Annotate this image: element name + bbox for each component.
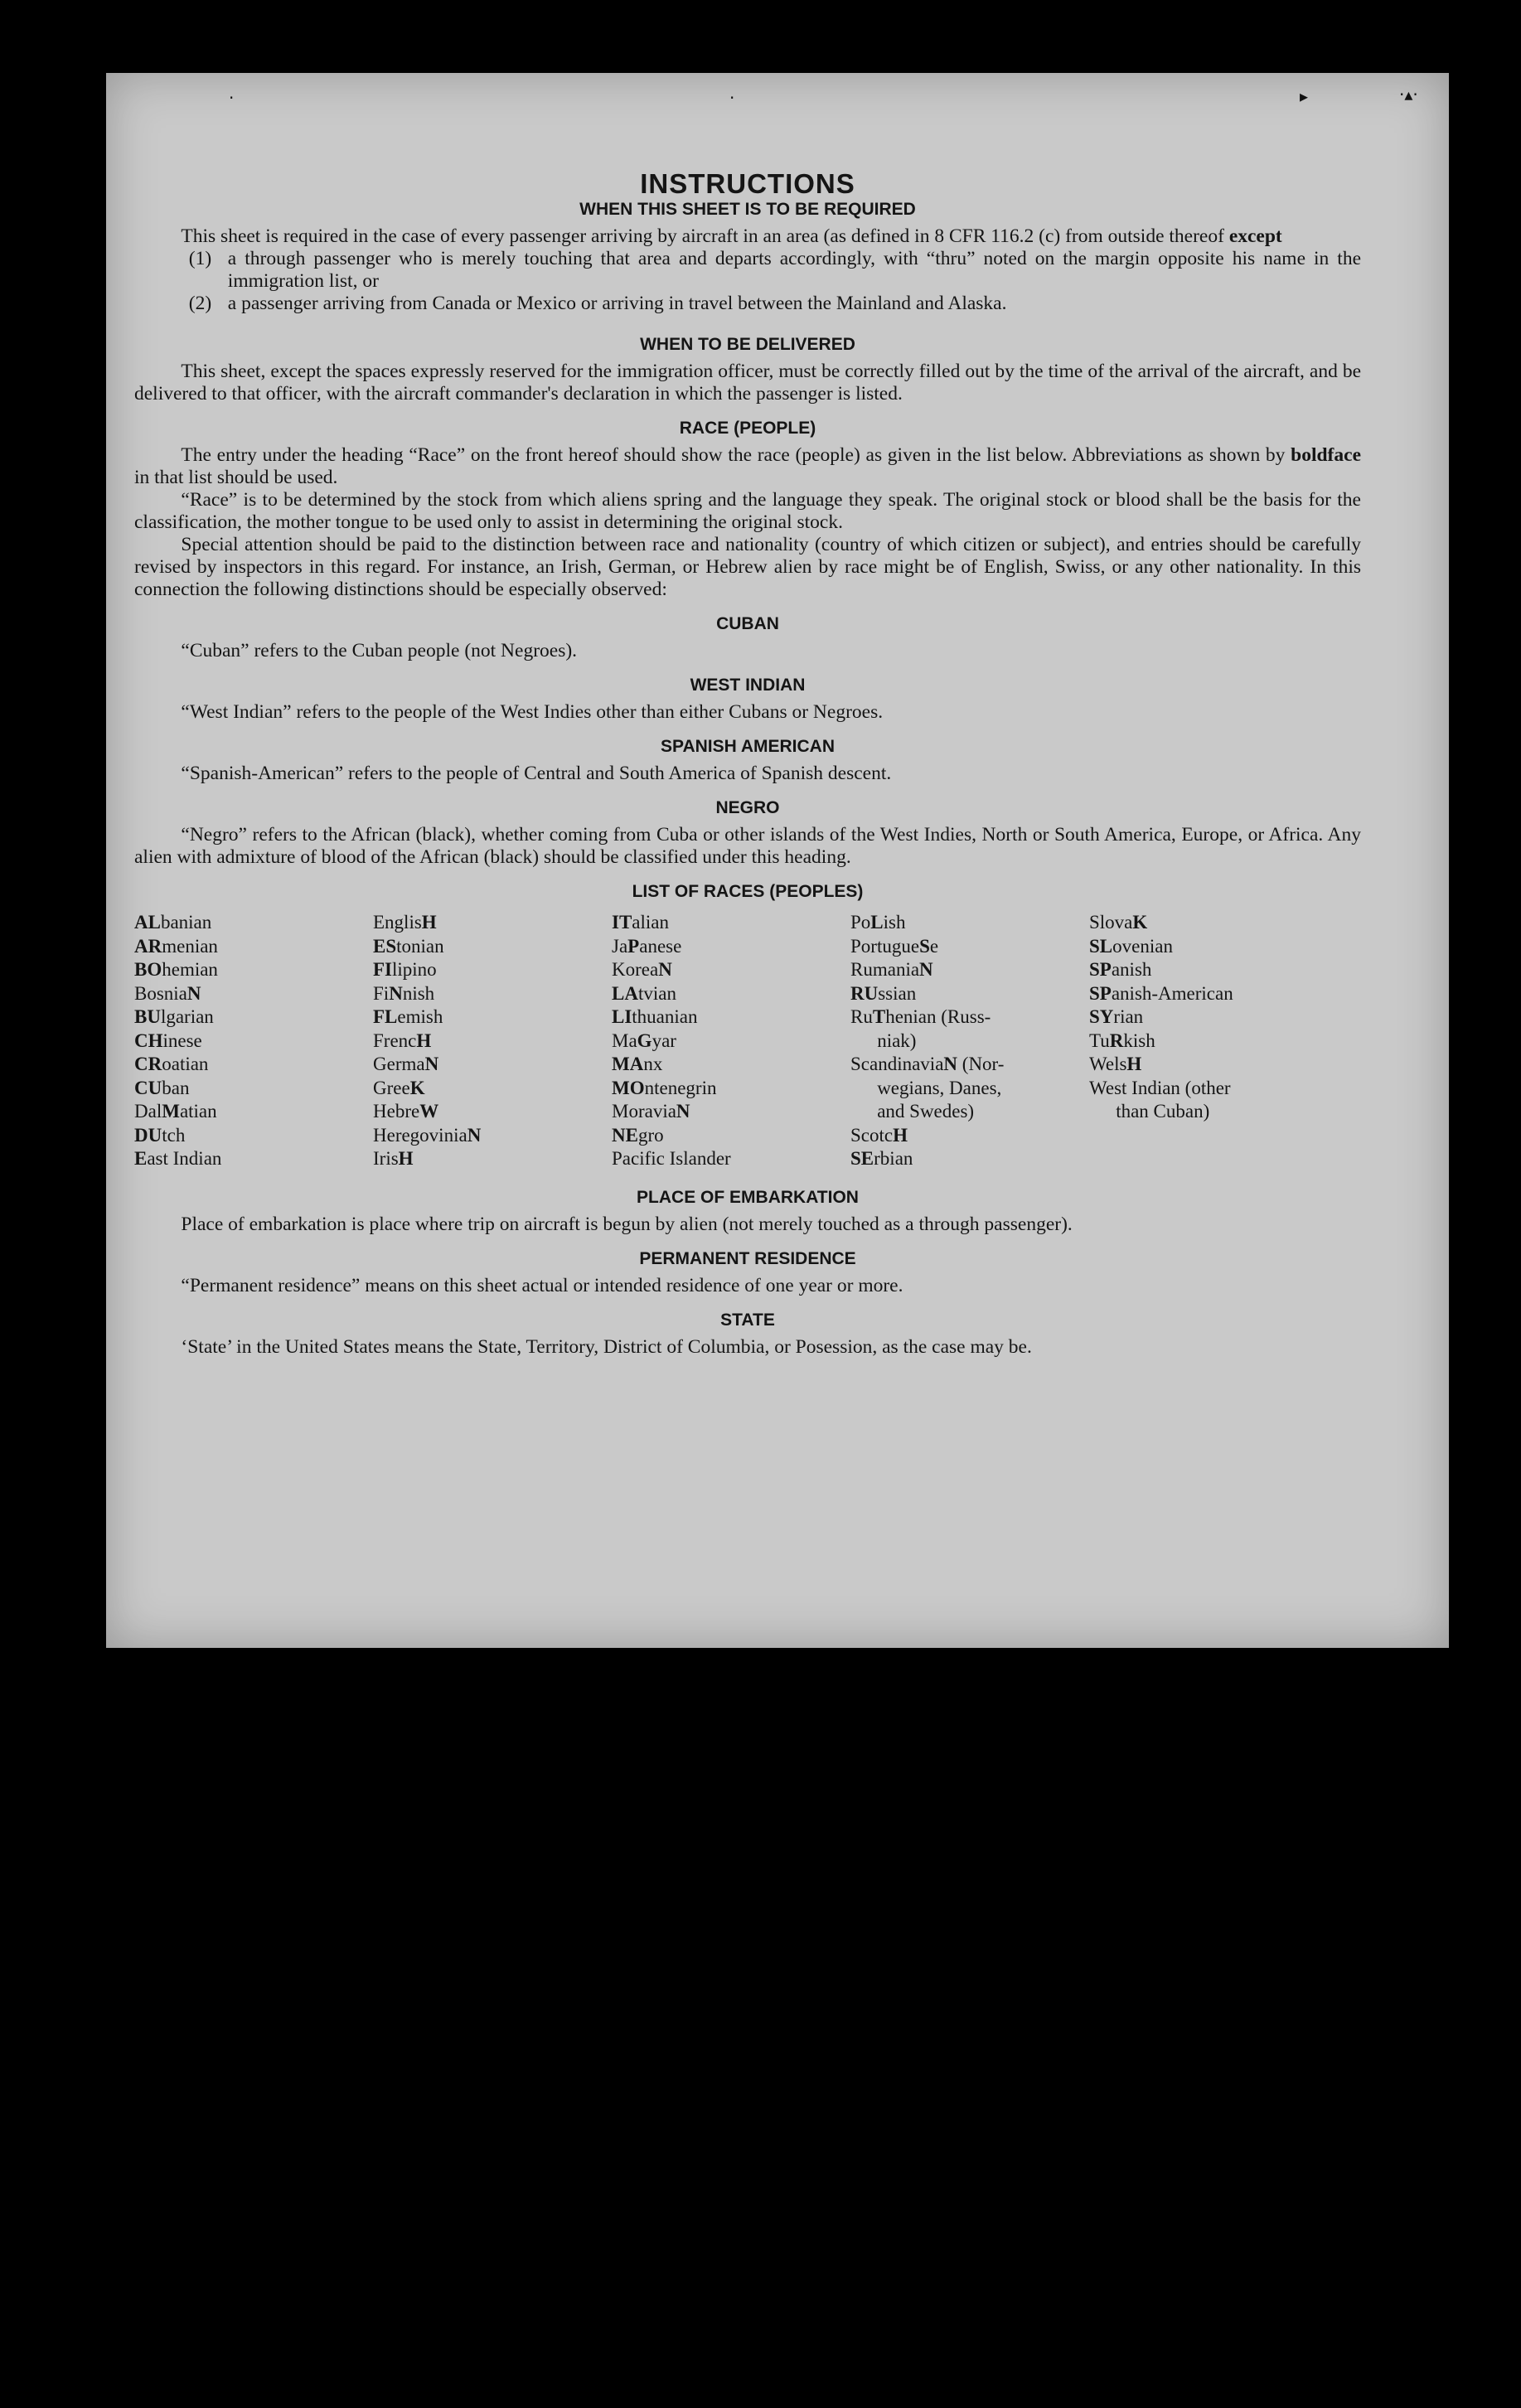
race-abbrev: AL bbox=[134, 912, 161, 933]
races-column-4 bbox=[850, 911, 1089, 1171]
race-abbrev: ES bbox=[373, 935, 397, 957]
race-entry bbox=[850, 1005, 1089, 1030]
race-abbrev: BU bbox=[134, 1006, 161, 1027]
race-text: alian bbox=[632, 912, 669, 933]
race-entry bbox=[850, 911, 1089, 935]
race-text: Rumania bbox=[850, 959, 920, 980]
scan-mark: ·▴· bbox=[1399, 85, 1418, 104]
race-text: Po bbox=[850, 912, 871, 933]
race-text: Slova bbox=[1089, 912, 1133, 933]
race-text: kish bbox=[1123, 1030, 1155, 1051]
race-abbrev: K bbox=[409, 1077, 425, 1098]
race-text: tvian bbox=[637, 982, 676, 1004]
race-text: West Indian (other bbox=[1089, 1077, 1231, 1098]
race-abbrev: SE bbox=[850, 1148, 874, 1169]
race-entry bbox=[134, 1124, 373, 1148]
race-text: hemian bbox=[162, 959, 218, 980]
race-text: Gree bbox=[373, 1077, 410, 1098]
race-entry bbox=[1089, 1077, 1328, 1101]
race-entry bbox=[134, 958, 373, 982]
race-entry bbox=[612, 1030, 850, 1054]
race-text: Scotc bbox=[850, 1124, 894, 1146]
race-entry bbox=[134, 935, 373, 959]
race-entry bbox=[612, 958, 850, 982]
race-entry bbox=[373, 935, 612, 959]
race-abbrev: N bbox=[424, 1054, 439, 1074]
race-entry bbox=[612, 911, 850, 935]
race-entry bbox=[373, 1147, 612, 1171]
race-entry bbox=[134, 1077, 373, 1101]
race-text: atian bbox=[179, 1101, 217, 1122]
race-entry-continued: than Cuban) bbox=[1116, 1101, 1210, 1122]
section-heading-state: STATE bbox=[720, 1310, 775, 1330]
item-number: (1) bbox=[188, 248, 212, 269]
section-heading-west-indian: WEST INDIAN bbox=[690, 676, 806, 695]
race-entry bbox=[612, 1005, 850, 1030]
race-abbrev: G bbox=[637, 1030, 652, 1051]
section-heading-required: WHEN THIS SHEET IS TO BE REQUIRED bbox=[579, 200, 916, 219]
race-entry bbox=[850, 958, 1089, 982]
race-abbrev: T bbox=[872, 1006, 886, 1027]
race-entry-continued: and Swedes) bbox=[877, 1101, 975, 1122]
race-entry-continued: wegians, Danes, bbox=[877, 1077, 1002, 1098]
race-text: lipino bbox=[392, 959, 437, 980]
race-text: Tu bbox=[1089, 1030, 1110, 1051]
scan-mark: ▸ bbox=[1300, 86, 1309, 106]
item-text: a passenger arriving from Canada or Mexico or arriving in travel between the Mainland and Alaska. bbox=[227, 293, 1007, 314]
race-entry bbox=[1089, 1030, 1328, 1054]
section-heading-embarkation: PLACE OF EMBARKATION bbox=[637, 1187, 859, 1207]
race-abbrev: R bbox=[1109, 1030, 1124, 1051]
race-text: Scandinavia bbox=[850, 1054, 944, 1074]
item-number: (2) bbox=[188, 293, 212, 314]
required-intro-except: except bbox=[1228, 225, 1282, 247]
race-entry bbox=[612, 1147, 850, 1171]
race-abbrev: N bbox=[389, 982, 403, 1004]
race-abbrev: N bbox=[676, 1101, 690, 1122]
race-abbrev: SL bbox=[1089, 935, 1113, 957]
race-abbrev: S bbox=[919, 935, 930, 957]
race-abbrev: SP bbox=[1089, 959, 1112, 980]
residence-text: “Permanent residence” means on this sheet actual or intended residence of one year or more. bbox=[181, 1274, 903, 1296]
cuban-text: “Cuban” refers to the Cuban people (not Negroes). bbox=[181, 640, 578, 661]
race-entry bbox=[373, 1005, 612, 1030]
race-entry bbox=[1089, 958, 1328, 982]
race-abbrev: W bbox=[419, 1101, 439, 1122]
race-text: anish-American bbox=[1111, 982, 1233, 1004]
race-text: thuanian bbox=[632, 1006, 698, 1027]
race-abbrev: N bbox=[943, 1054, 958, 1074]
races-list bbox=[134, 911, 1361, 1171]
negro-text: “Negro” refers to the African (black), whether coming from Cuba or other islands of the West Indies, North or South America, Europe, or Africa. Any alien with admixture of blood of the African (black) should be classified under this heading. bbox=[134, 824, 1361, 868]
race-entry bbox=[612, 1124, 850, 1148]
race-abbrev: SP bbox=[1089, 982, 1112, 1004]
race-text: Heregovinia bbox=[373, 1124, 467, 1146]
race-text: ast Indian bbox=[147, 1148, 222, 1169]
race-text: Moravia bbox=[612, 1101, 676, 1122]
race-text: emish bbox=[397, 1006, 443, 1027]
race-text: tonian bbox=[396, 935, 444, 957]
race-entry bbox=[373, 1124, 612, 1148]
race-abbrev: FI bbox=[373, 959, 392, 980]
race-entry bbox=[373, 1053, 612, 1077]
race-text: gro bbox=[637, 1124, 664, 1146]
race-text: Portugue bbox=[850, 935, 920, 957]
page-title: INSTRUCTIONS bbox=[640, 168, 855, 199]
race-entry bbox=[373, 982, 612, 1006]
race-entry bbox=[1089, 1005, 1328, 1030]
race-text: inese bbox=[162, 1030, 202, 1051]
race-text: Ru bbox=[850, 1006, 873, 1027]
race-abbrev: M bbox=[162, 1101, 180, 1122]
race-abbrev: DU bbox=[134, 1124, 162, 1146]
race-text: ban bbox=[162, 1077, 190, 1098]
race-entry bbox=[612, 1053, 850, 1077]
race-text: Hebre bbox=[373, 1101, 420, 1122]
race-entry bbox=[373, 911, 612, 935]
state-text: ‘State’ in the United States means the State, Territory, District of Columbia, or Posession, as the case may be. bbox=[181, 1335, 1032, 1358]
race-entry bbox=[134, 1005, 373, 1030]
race-text: ssian bbox=[878, 982, 917, 1004]
section-heading-cuban: CUBAN bbox=[716, 614, 779, 633]
race-abbrev: BO bbox=[134, 959, 162, 980]
race-abbrev: LA bbox=[612, 982, 638, 1004]
race-text: Ja bbox=[612, 935, 628, 957]
race-entry bbox=[850, 1053, 1089, 1077]
race-entry bbox=[373, 1030, 612, 1054]
race-abbrev: MO bbox=[612, 1077, 645, 1098]
race-entry bbox=[1089, 935, 1328, 959]
race-abbrev: NE bbox=[612, 1124, 638, 1146]
instructions-content bbox=[134, 168, 1361, 1359]
race-entry bbox=[1089, 982, 1328, 1006]
required-intro bbox=[134, 225, 1361, 248]
race-abbrev: FL bbox=[373, 1006, 398, 1027]
race-abbrev: E bbox=[134, 1148, 148, 1169]
race-abbrev: P bbox=[627, 935, 640, 957]
race-text: ovenian bbox=[1112, 935, 1173, 957]
race-text: ish bbox=[883, 912, 906, 933]
race-abbrev: N bbox=[186, 982, 201, 1004]
races-column-2 bbox=[373, 911, 612, 1171]
race-text: Bosnia bbox=[134, 982, 187, 1004]
race-abbrev: H bbox=[398, 1148, 414, 1169]
race-text: oatian bbox=[162, 1054, 209, 1074]
race-entry-continued: niak) bbox=[877, 1030, 917, 1051]
race-abbrev: H bbox=[893, 1124, 908, 1146]
race-entry bbox=[1089, 1053, 1328, 1077]
race-text: Ma bbox=[612, 1030, 637, 1051]
section-heading-negro: NEGRO bbox=[715, 798, 780, 817]
race-abbrev: CR bbox=[134, 1054, 162, 1074]
race-text: Frenc bbox=[373, 1030, 417, 1051]
spanish-american-text: “Spanish-American” refers to the people of Central and South America of Spanish descent. bbox=[181, 763, 892, 784]
race-text: nx bbox=[643, 1054, 663, 1074]
west-indian-text: “West Indian” refers to the people of the West Indies other than either Cubans or Negroes. bbox=[181, 701, 884, 723]
race-abbrev: H bbox=[416, 1030, 432, 1051]
race-entry bbox=[134, 1030, 373, 1054]
section-heading-race: RACE (PEOPLE) bbox=[679, 419, 816, 438]
race-text: lgarian bbox=[160, 1006, 214, 1027]
item-text: a through passenger who is merely touching that area and departs accordingly, with “thru” noted on the margin opposite his name in the immigration list, or bbox=[227, 248, 1361, 292]
race-abbrev: H bbox=[1126, 1054, 1142, 1074]
race-paragraph-1 bbox=[134, 444, 1361, 489]
race-abbrev: LI bbox=[612, 1006, 632, 1027]
race-p1-text-end: in that list should be used. bbox=[134, 467, 338, 488]
race-text: Iris bbox=[373, 1148, 399, 1169]
race-entry bbox=[134, 982, 373, 1006]
race-text: tch bbox=[162, 1124, 186, 1146]
race-abbrev: IT bbox=[612, 912, 632, 933]
races-column-1 bbox=[134, 911, 373, 1171]
race-abbrev: K bbox=[1132, 912, 1148, 933]
section-heading-races-list: LIST OF RACES (PEOPLES) bbox=[632, 882, 864, 901]
race-text: rian bbox=[1113, 1006, 1144, 1027]
delivered-text: This sheet, except the spaces expressly reserved for the immigration officer, must be correctly filled out by the time of the arrival of the aircraft, and be delivered to that officer, with the aircraft commander's declaration in which the passenger is listed. bbox=[134, 361, 1361, 405]
race-entry bbox=[850, 1147, 1089, 1171]
race-text: anese bbox=[639, 935, 682, 957]
race-entry bbox=[850, 1124, 1089, 1148]
race-entry bbox=[373, 958, 612, 982]
race-entry bbox=[373, 1100, 612, 1124]
race-entry bbox=[1089, 911, 1328, 935]
race-p1-text: The entry under the heading “Race” on the front hereof should show the race (people) as given in the list below. Abbreviations as shown by bbox=[181, 444, 1291, 466]
scan-mark: · bbox=[729, 88, 735, 108]
race-abbrev: MA bbox=[612, 1054, 644, 1074]
race-text: yar bbox=[652, 1030, 676, 1051]
race-text: (Nor- bbox=[957, 1054, 1005, 1074]
race-entry bbox=[134, 1053, 373, 1077]
race-paragraph-2: “Race” is to be determined by the stock from which aliens spring and the language they speak. The original stock or blood shall be the basis for the classification, the mother tongue to be used only to assist in determining the original stock. bbox=[134, 489, 1361, 533]
race-entry bbox=[612, 982, 850, 1006]
race-paragraph-3: Special attention should be paid to the distinction between race and nationality (country of which citizen or subject), and entries should be carefully revised by inspectors in this regard. For instance, an Irish, German, or Hebrew alien by race might be of English, Swiss, or any other nationality. In this connection the following distinctions should be especially observed: bbox=[134, 534, 1361, 600]
race-text: ntenegrin bbox=[644, 1077, 717, 1098]
race-entry bbox=[612, 1100, 850, 1124]
embarkation-text: Place of embarkation is place where trip on aircraft is begun by alien (not merely touched as a through passenger). bbox=[181, 1213, 1073, 1235]
race-entry bbox=[850, 982, 1089, 1006]
section-heading-delivered: WHEN TO BE DELIVERED bbox=[640, 335, 855, 354]
race-entry bbox=[134, 911, 373, 935]
races-column-5 bbox=[1089, 911, 1328, 1171]
scan-mark: · bbox=[229, 88, 235, 108]
race-text: nish bbox=[402, 982, 435, 1004]
race-abbrev: L bbox=[870, 912, 884, 933]
required-item-1 bbox=[189, 248, 1361, 293]
race-abbrev: N bbox=[658, 959, 672, 980]
race-entry bbox=[850, 935, 1089, 959]
race-text: Wels bbox=[1089, 1054, 1127, 1074]
race-abbrev: N bbox=[919, 959, 933, 980]
race-abbrev: AR bbox=[134, 935, 162, 957]
race-abbrev: CU bbox=[134, 1077, 162, 1098]
race-text: Fi bbox=[373, 982, 390, 1004]
race-abbrev: H bbox=[421, 912, 437, 933]
required-intro-text: This sheet is required in the case of every passenger arriving by aircraft in an area (as defined in 8 CFR 116.2 (c) from outside thereof bbox=[181, 225, 1229, 247]
race-text: e bbox=[929, 935, 939, 957]
race-text: anish bbox=[1111, 959, 1152, 980]
race-abbrev: SY bbox=[1089, 1006, 1114, 1027]
section-heading-spanish-american: SPANISH AMERICAN bbox=[660, 737, 835, 756]
race-p1-boldface: boldface bbox=[1291, 444, 1361, 466]
race-text: banian bbox=[160, 912, 212, 933]
race-entry bbox=[612, 935, 850, 959]
race-text: henian (Russ- bbox=[885, 1006, 991, 1027]
race-text: rbian bbox=[874, 1148, 913, 1169]
race-text: Englis bbox=[373, 912, 422, 933]
race-entry bbox=[373, 1077, 612, 1101]
race-entry bbox=[134, 1147, 373, 1171]
race-text: menian bbox=[162, 935, 218, 957]
section-heading-residence: PERMANENT RESIDENCE bbox=[639, 1248, 856, 1268]
race-text: Pacific Islander bbox=[612, 1148, 731, 1169]
race-text: Dal bbox=[134, 1101, 162, 1122]
race-text: Germa bbox=[373, 1054, 425, 1074]
race-abbrev: CH bbox=[134, 1030, 163, 1051]
race-entry bbox=[612, 1077, 850, 1101]
race-text: Korea bbox=[612, 959, 659, 980]
race-entry bbox=[134, 1100, 373, 1124]
required-item-2 bbox=[189, 293, 1361, 315]
races-column-3 bbox=[612, 911, 850, 1171]
race-abbrev: RU bbox=[850, 982, 879, 1004]
race-abbrev: N bbox=[467, 1124, 482, 1146]
